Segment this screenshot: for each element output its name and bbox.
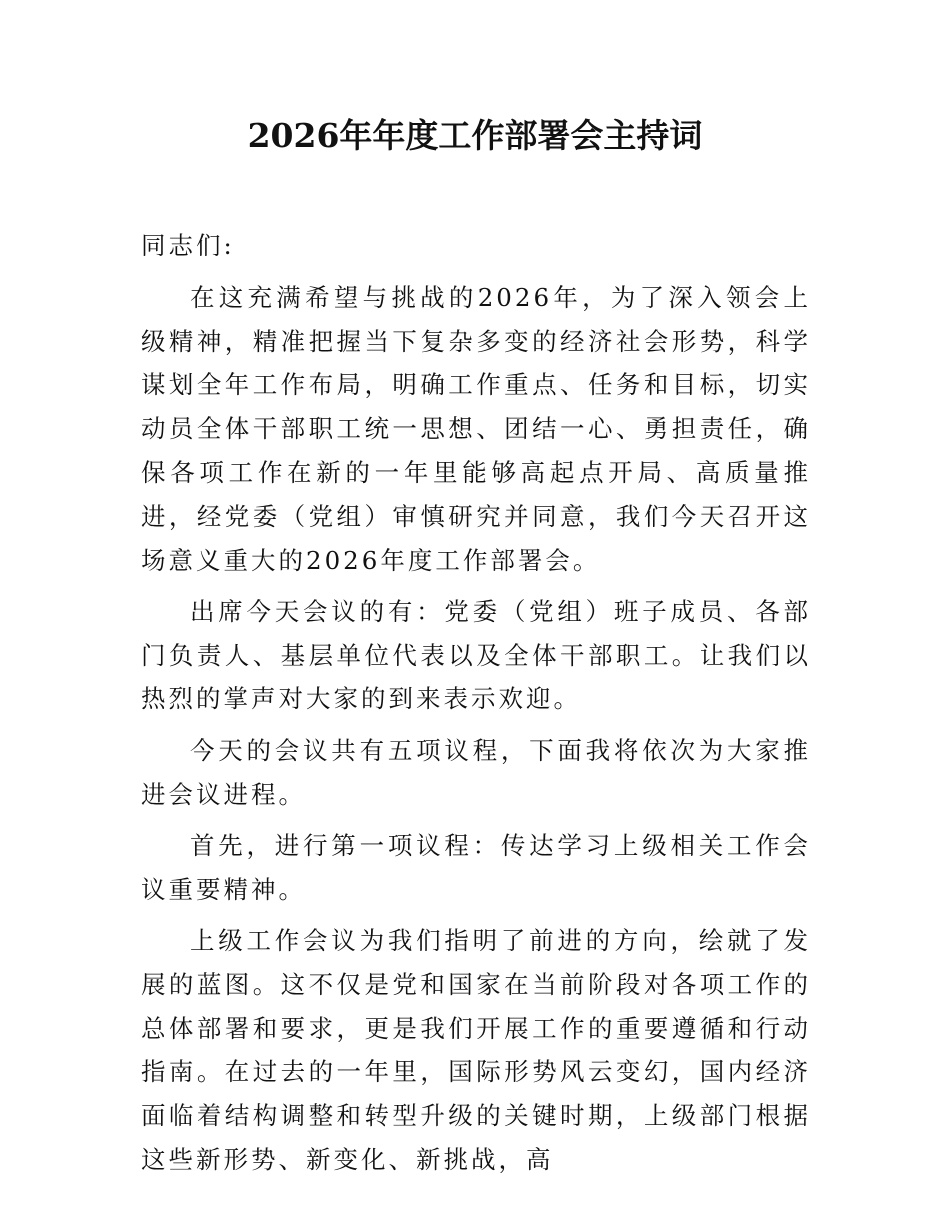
paragraph-agenda-item-one: 首先，进行第一项议程：传达学习上级相关工作会议重要精神。 <box>141 830 811 904</box>
paragraph-agenda-overview: 今天的会议共有五项议程，下面我将依次为大家推进会议进程。 <box>141 735 811 809</box>
paragraph-opening: 在这充满希望与挑战的2026年，为了深入领会上级精神，精准把握当下复杂多变的经济社会形势，科学谋划全年工作布局，明确工作重点、任务和目标，切实动员全体干部职工统一思想、团结一心、勇担责任，确保各项工作在新的一年里能够高起点开局、高质量推进，经党委（党组）审慎研究并同意，我们今天召开这场意义重大的2026年度工作部署会。 <box>141 282 811 575</box>
document-title: 2026年年度工作部署会主持词 <box>247 116 703 155</box>
paragraph-attendees: 出席今天会议的有：党委（党组）班子成员、各部门负责人、基层单位代表以及全体干部职工。让我们以热烈的掌声对大家的到来表示欢迎。 <box>141 596 811 714</box>
document-body <box>141 224 811 1189</box>
salutation: 同志们: <box>141 231 235 260</box>
paragraph-guidance: 上级工作会议为我们指明了前进的方向，绘就了发展的蓝图。这不仅是党和国家在当前阶段对各项工作的总体部署和要求，更是我们开展工作的重要遵循和行动指南。在过去的一年里，国际形势风云变幻，国内经济面临着结构调整和转型升级的关键时期，上级部门根据这些新形势、新变化、新挑战，高 <box>141 925 811 1174</box>
